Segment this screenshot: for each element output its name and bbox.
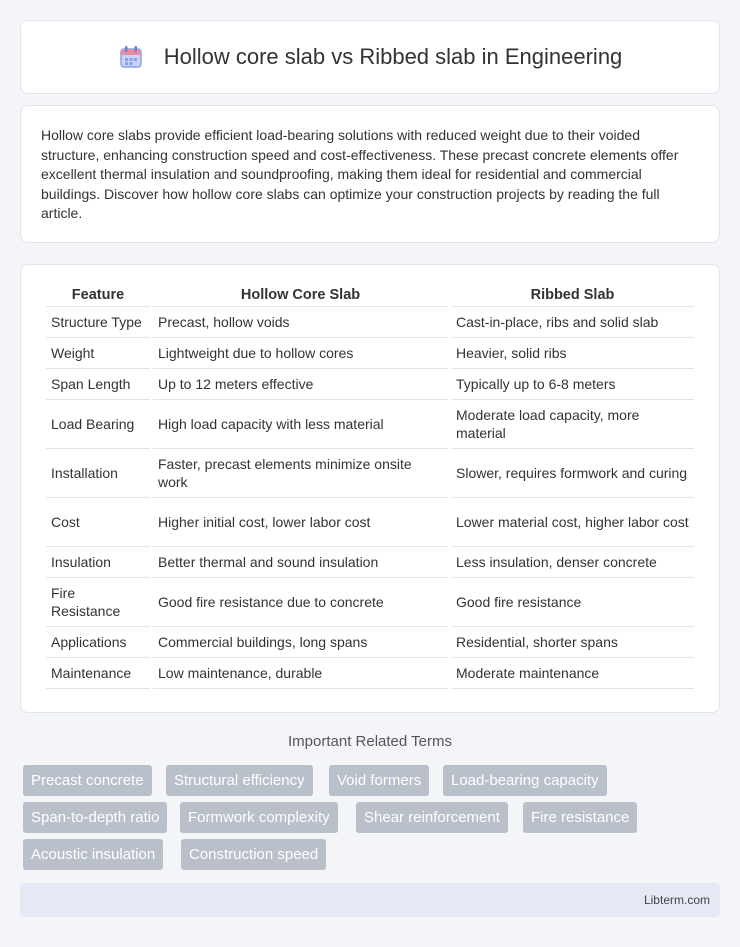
tag-shear-reinforcement[interactable]: Shear reinforcement bbox=[356, 802, 508, 833]
table-cell: Good fire resistance bbox=[451, 578, 694, 627]
table-cell: Better thermal and sound insulation bbox=[153, 547, 448, 578]
table-cell: Fire Resistance bbox=[46, 578, 150, 627]
table-cell: Faster, precast elements minimize onsite work bbox=[153, 449, 448, 498]
tag-load-bearing-capacity[interactable]: Load-bearing capacity bbox=[443, 765, 607, 796]
table-row bbox=[46, 627, 694, 658]
table-cell: Lower material cost, higher labor cost bbox=[451, 498, 694, 547]
table-cell: Slower, requires formwork and curing bbox=[451, 449, 694, 498]
tag-acoustic-insulation[interactable]: Acoustic insulation bbox=[23, 839, 163, 870]
tag-fire-resistance[interactable]: Fire resistance bbox=[523, 802, 637, 833]
tag-structural-efficiency[interactable]: Structural efficiency bbox=[166, 765, 313, 796]
tag-span-to-depth-ratio[interactable]: Span-to-depth ratio bbox=[23, 802, 167, 833]
table-cell: Load Bearing bbox=[46, 400, 150, 449]
table-cell: Low maintenance, durable bbox=[153, 658, 448, 689]
table-cell: Commercial buildings, long spans bbox=[153, 627, 448, 658]
table-cell: Applications bbox=[46, 627, 150, 658]
table-cell: Up to 12 meters effective bbox=[153, 369, 448, 400]
footer bbox=[20, 883, 720, 917]
table-row bbox=[46, 307, 694, 338]
intro-text: Hollow core slabs provide efficient load-bearing solutions with reduced weight due to their voided structure, enhancing construction speed and cost-effectiveness. These precast concrete elements offer excellent thermal insulation and soundproofing, making them ideal for residential and commercial buildings. Discover how hollow core slabs can optimize your construction projects by reading the full article. bbox=[41, 127, 679, 221]
table-row bbox=[46, 658, 694, 689]
table-cell: Structure Type bbox=[46, 307, 150, 338]
comparison-table bbox=[43, 285, 697, 689]
related-terms-heading: Important Related Terms bbox=[288, 733, 452, 750]
table-cell: Precast, hollow voids bbox=[153, 307, 448, 338]
table-cell: Higher initial cost, lower labor cost bbox=[153, 498, 448, 547]
comparison-card bbox=[20, 264, 720, 713]
table-cell: Typically up to 6-8 meters bbox=[451, 369, 694, 400]
tag-void-formers[interactable]: Void formers bbox=[329, 765, 429, 796]
table-cell: Residential, shorter spans bbox=[451, 627, 694, 658]
table-cell: Good fire resistance due to concrete bbox=[153, 578, 448, 627]
table-row bbox=[46, 400, 694, 449]
table-row bbox=[46, 369, 694, 400]
table-cell: Span Length bbox=[46, 369, 150, 400]
table-cell: Less insulation, denser concrete bbox=[451, 547, 694, 578]
column-header: Feature bbox=[46, 285, 150, 307]
table-row bbox=[46, 547, 694, 578]
table-cell: Cast-in-place, ribs and solid slab bbox=[451, 307, 694, 338]
table-row bbox=[46, 449, 694, 498]
intro-card bbox=[20, 105, 720, 243]
calendar-icon bbox=[118, 44, 144, 70]
table-row bbox=[46, 338, 694, 369]
column-header: Hollow Core Slab bbox=[153, 285, 448, 307]
table-cell: Weight bbox=[46, 338, 150, 369]
table-cell: Installation bbox=[46, 449, 150, 498]
footer-brand-link[interactable]: Libterm.com bbox=[643, 893, 710, 907]
table-cell: Maintenance bbox=[46, 658, 150, 689]
table-cell: Lightweight due to hollow cores bbox=[153, 338, 448, 369]
table-row bbox=[46, 578, 694, 627]
page-title: Hollow core slab vs Ribbed slab in Engineering bbox=[163, 44, 623, 69]
tag-construction-speed[interactable]: Construction speed bbox=[181, 839, 326, 870]
table-cell: Heavier, solid ribs bbox=[451, 338, 694, 369]
tag-precast-concrete[interactable]: Precast concrete bbox=[23, 765, 152, 796]
table-cell: Moderate maintenance bbox=[451, 658, 694, 689]
table-cell: Insulation bbox=[46, 547, 150, 578]
table-row bbox=[46, 498, 694, 547]
title-card bbox=[20, 20, 720, 94]
table-cell: High load capacity with less material bbox=[153, 400, 448, 449]
table-header-row bbox=[46, 285, 694, 307]
column-header: Ribbed Slab bbox=[451, 285, 694, 307]
table-cell: Moderate load capacity, more material bbox=[451, 400, 694, 449]
tag-formwork-complexity[interactable]: Formwork complexity bbox=[180, 802, 338, 833]
table-cell: Cost bbox=[46, 498, 150, 547]
